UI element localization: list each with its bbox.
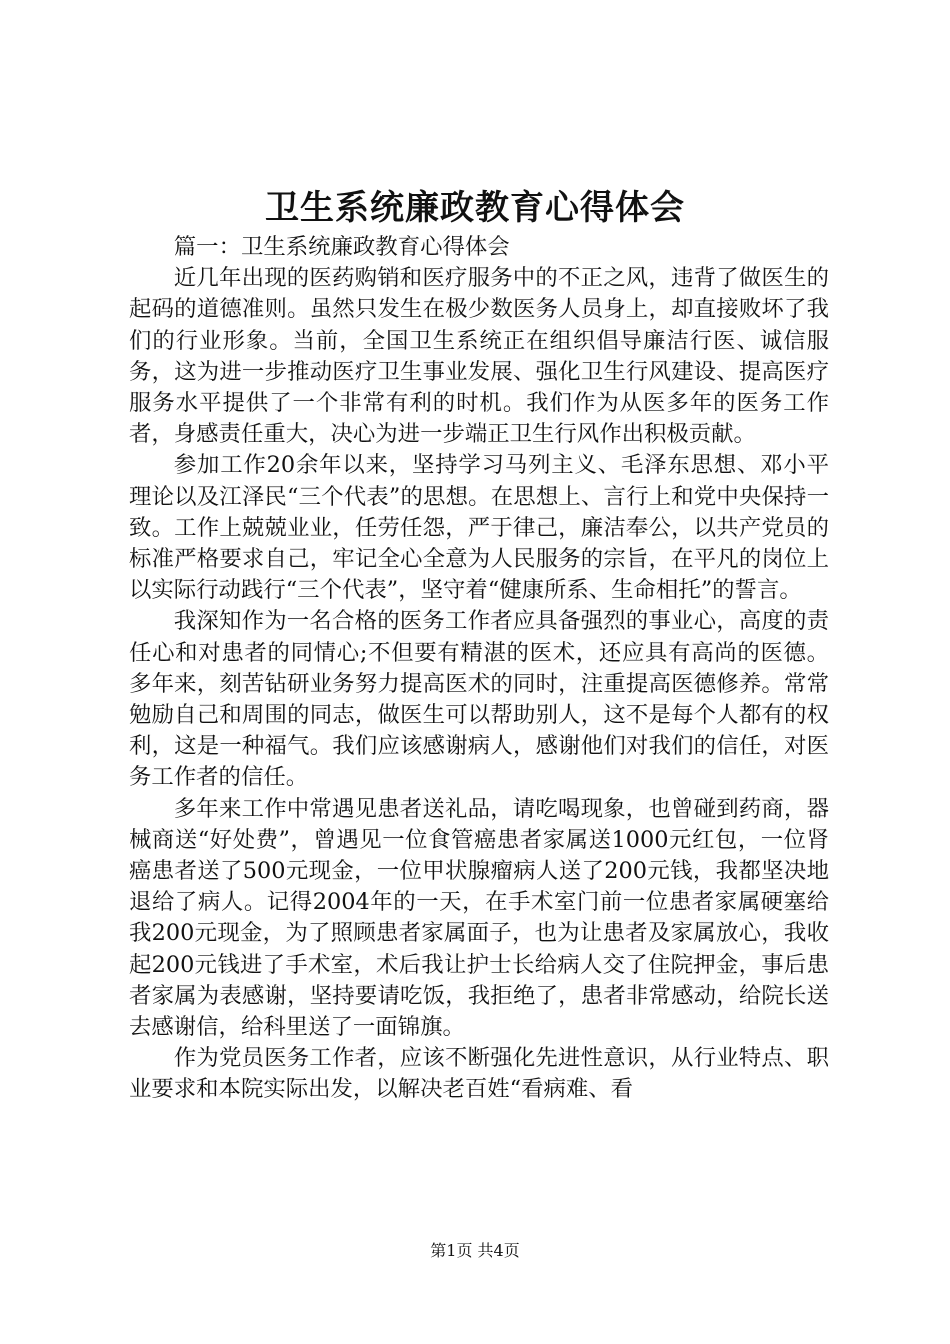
paragraph-4: 多年来工作中常遇见患者送礼品，请吃喝现象，也曾碰到药商，器械商送“好处费”，曾遇见一位食管癌患者家属送1000元红包，一位肾癌患者送了500元现金，一位甲状腺瘤病人送了200元钱，我都坚决地退给了病人。记得2004年的一天，在手术室门前一位患者家属硬塞给我200元现金，为了照顾患者家属面子，也为让患者及家属放心，我收起200元钱进了手术室，术后我让护士长给病人交了住院押金，事后患者家属为表感谢，坚持要请吃饭，我拒绝了，患者非常感动，给院长送去感谢信，给科里送了一面锦旗。 — [129, 795, 829, 1041]
document-title: 卫生系统廉政教育心得体会 — [265, 188, 685, 228]
paragraph-2: 参加工作20余年以来，坚持学习马列主义、毛泽东思想、邓小平理论以及江泽民“三个代表”的思想。在思想上、言行上和党中央保持一致。工作上兢兢业业，任劳任怨，严于律己，廉洁奉公，以共产党员的标准严格要求自己，牢记全心全意为人民服务的宗旨，在平凡的岗位上以实际行动践行“三个代表”，坚守着“健康所系、生命相托”的誓言。 — [129, 452, 829, 604]
document-body — [129, 232, 829, 1106]
paragraph-1: 近几年出现的医药购销和医疗服务中的不正之风，违背了做医生的起码的道德准则。虽然只发生在极少数医务人员身上，却直接败坏了我们的行业形象。当前，全国卫生系统正在组织倡导廉洁行医、诚信服务，这为进一步推动医疗卫生事业发展、强化卫生行风建设、提高医疗服务水平提供了一个非常有利的时机。我们作为从医多年的医务工作者，身感责任重大，决心为进一步端正卫生行风作出积极贡献。 — [129, 265, 829, 448]
paragraph-3: 我深知作为一名合格的医务工作者应具备强烈的事业心，高度的责任心和对患者的同情心;不但要有精湛的医术，还应具有高尚的医德。多年来，刻苦钻研业务努力提高医术的同时，注重提高医德修养。常常勉励自己和周围的同志，做医生可以帮助别人，这不是每个人都有的权利，这是一种福气。我们应该感谢病人，感谢他们对我们的信任，对医务工作者的信任。 — [129, 608, 829, 791]
paragraph-5: 作为党员医务工作者，应该不断强化先进性意识，从行业特点、职业要求和本院实际出发，以解决老百姓“看病难、看 — [129, 1045, 829, 1103]
section-heading: 篇一：卫生系统廉政教育心得体会 — [173, 234, 510, 260]
page-footer: 第1页 共4页 — [430, 1241, 520, 1260]
